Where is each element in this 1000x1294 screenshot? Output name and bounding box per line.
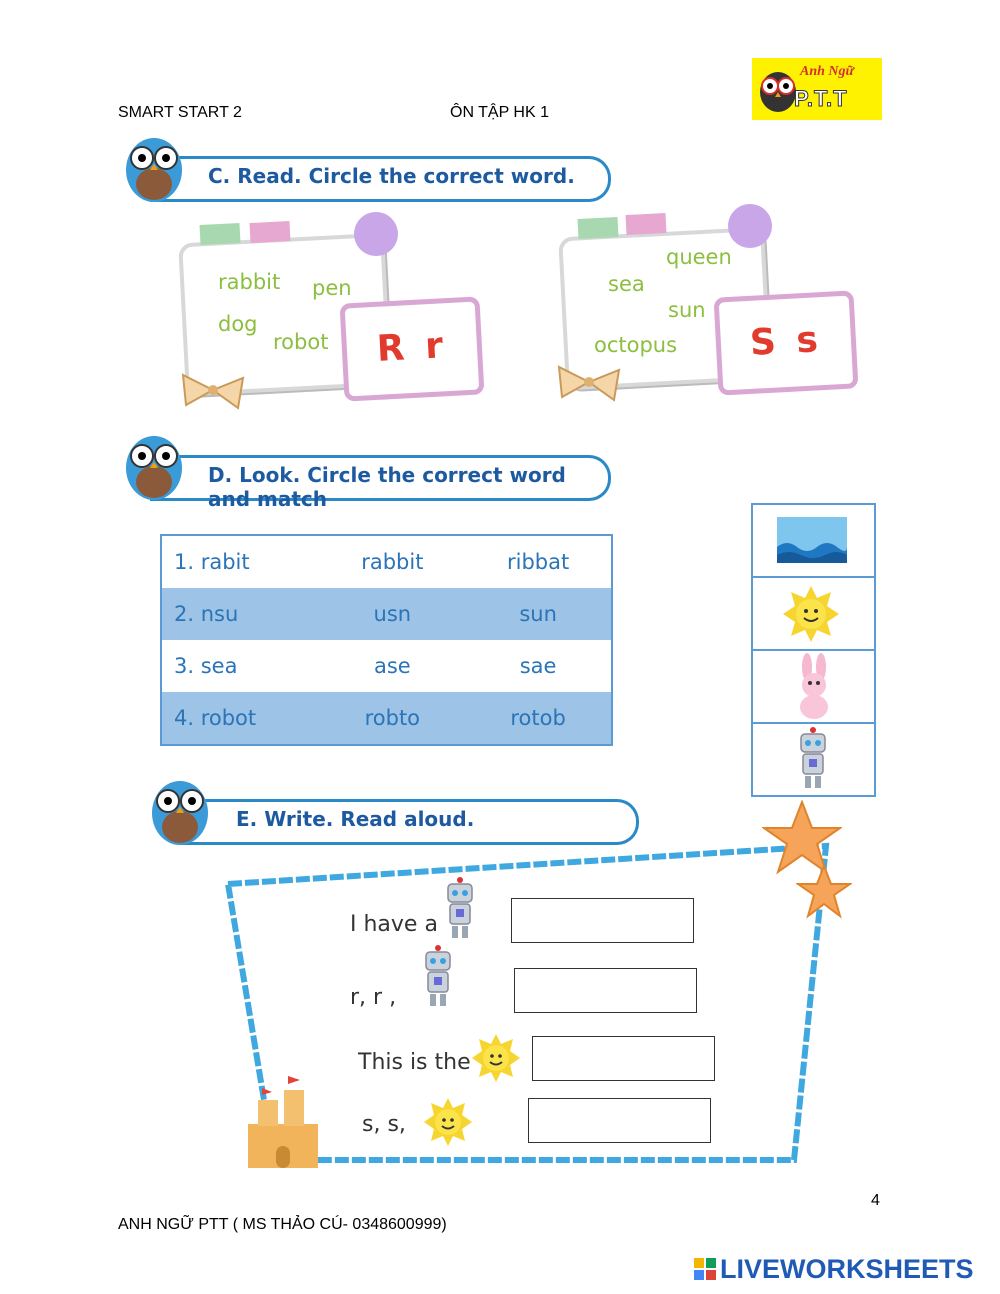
letter-card-r [340, 296, 485, 401]
answer-field-3[interactable] [532, 1036, 715, 1081]
robot-icon [791, 726, 835, 792]
board-tab [578, 217, 619, 239]
sentence-line-1: I have a [350, 912, 438, 937]
table-row [161, 692, 612, 745]
sea-icon [777, 517, 847, 563]
liveworksheets-brand[interactable]: LIVEWORKSHEETS [720, 1254, 974, 1284]
section-d-title: D. Look. Circle the correct word and match [208, 463, 566, 511]
logo-bottom-text: P.T.T [794, 86, 848, 111]
answer-field-4[interactable] [528, 1098, 711, 1143]
sentence-line-2: r, r , [350, 985, 397, 1010]
header-left: SMART START 2 [118, 104, 242, 121]
sun-icon [470, 1032, 522, 1084]
bow-icon [178, 370, 248, 416]
match-rabbit-picture[interactable] [751, 649, 876, 724]
answer-field-2[interactable] [514, 968, 697, 1013]
table-cell: 1. rabit [174, 550, 250, 574]
bow-icon [554, 362, 624, 408]
table-cell: 2. nsu [161, 588, 319, 640]
robot-icon [438, 876, 482, 942]
robot-icon [416, 944, 460, 1010]
starfish-icon [796, 864, 852, 920]
table-cell[interactable]: usn [319, 588, 465, 640]
match-sun-picture[interactable] [751, 576, 876, 651]
balloon-icon [354, 212, 398, 256]
letter-card-s [714, 290, 859, 395]
answer-input-4[interactable] [529, 1099, 710, 1142]
liveworksheets-logo-icon [694, 1258, 716, 1280]
table-row [161, 588, 612, 640]
sandcastle-icon [240, 1072, 326, 1172]
answer-field-1[interactable] [511, 898, 694, 943]
answer-input-2[interactable] [515, 969, 696, 1012]
sentence-line-3: This is the [358, 1050, 471, 1075]
page-number: 4 [871, 1192, 880, 1209]
table-cell[interactable]: rotob [465, 692, 612, 745]
owl-icon [122, 128, 186, 206]
table-cell[interactable]: ribbat [506, 550, 570, 574]
word-pen[interactable]: pen [312, 276, 352, 300]
logo [752, 58, 882, 120]
table-cell[interactable]: robto [319, 692, 465, 745]
table-cell: 3. sea [174, 654, 238, 678]
board-tab [200, 223, 241, 245]
table-row [161, 535, 612, 588]
letter-r: R r [375, 325, 448, 370]
word-sun[interactable]: sun [668, 298, 706, 322]
owl-icon [122, 426, 186, 504]
section-c-title: C. Read. Circle the correct word. [208, 164, 575, 188]
word-queen[interactable]: queen [666, 245, 732, 269]
sentence-line-4: s, s, [362, 1112, 406, 1137]
answer-input-1[interactable] [512, 899, 693, 942]
match-sea-picture[interactable] [751, 503, 876, 578]
table-cell: 4. robot [161, 692, 319, 745]
footer-left: ANH NGỮ PTT ( MS THẢO CÚ- 0348600999) [118, 1216, 447, 1233]
owl-icon [148, 771, 212, 849]
table-cell[interactable]: sun [465, 588, 612, 640]
word-octopus[interactable]: octopus [594, 333, 678, 357]
balloon-icon [728, 204, 772, 248]
answer-input-3[interactable] [533, 1037, 714, 1080]
word-rabbit[interactable]: rabbit [218, 270, 281, 294]
board-tab [250, 221, 291, 243]
word-robot[interactable]: robot [273, 330, 329, 354]
sun-icon [422, 1096, 474, 1148]
letter-s: S s [748, 319, 823, 364]
word-dog[interactable]: dog [218, 312, 258, 336]
rabbit-icon [789, 653, 839, 719]
table-cell[interactable]: ase [373, 654, 411, 678]
sun-icon [781, 584, 841, 644]
word-sea[interactable]: sea [608, 272, 645, 296]
word-table [160, 534, 613, 746]
table-cell[interactable]: sae [519, 654, 557, 678]
section-c-banner [150, 156, 611, 202]
table-cell[interactable]: rabbit [361, 550, 424, 574]
section-d-banner [150, 455, 611, 511]
table-row [161, 640, 612, 692]
header-center: ÔN TẬP HK 1 [450, 104, 549, 121]
section-e-title: E. Write. Read aloud. [236, 807, 475, 831]
board-tab [626, 213, 667, 235]
logo-top-text: Anh Ngữ [800, 64, 854, 79]
match-robot-picture[interactable] [751, 722, 876, 797]
